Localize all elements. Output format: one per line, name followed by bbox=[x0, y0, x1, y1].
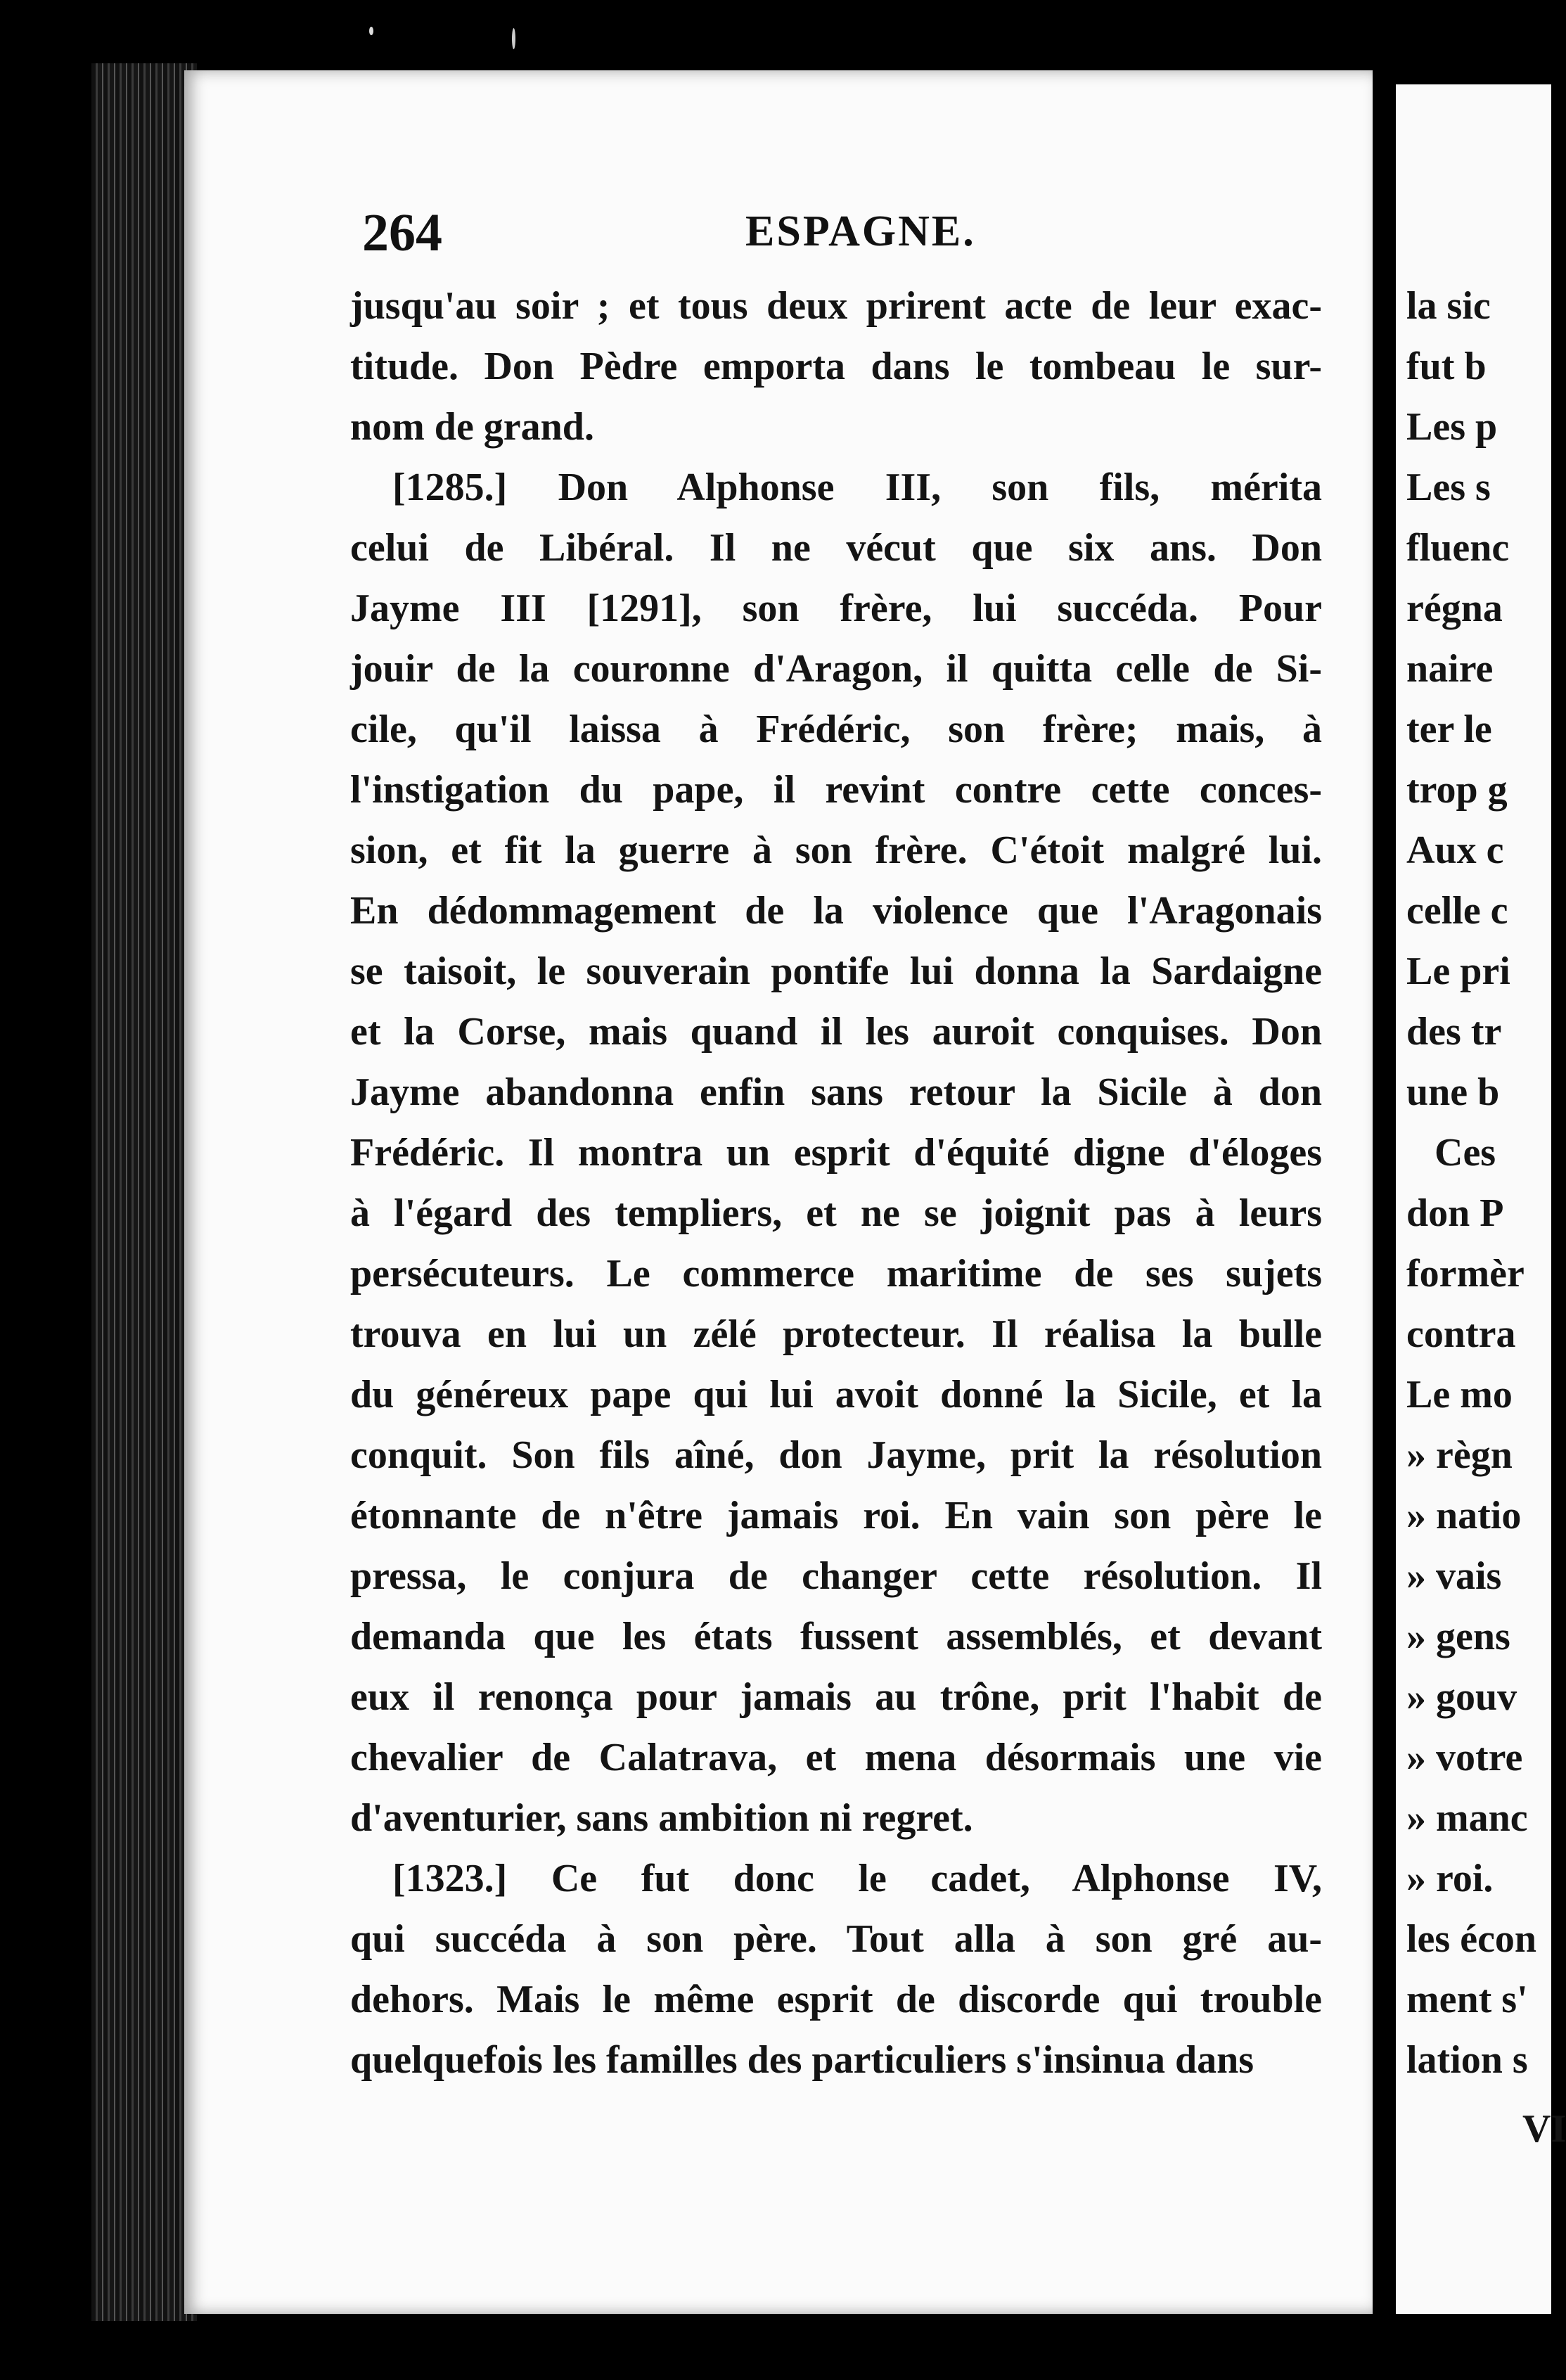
text-line: conquit. Son fils aîné, don Jayme, prit la résolution bbox=[350, 1433, 1322, 1477]
text-line: la sic bbox=[1406, 284, 1491, 328]
text-line: jusqu'au soir ; et tous deux prirent acte de leur exac- bbox=[350, 284, 1322, 328]
text-line: fluenc bbox=[1406, 526, 1510, 570]
text-line: lation s bbox=[1406, 2038, 1528, 2082]
catchword: VI bbox=[1522, 2107, 1566, 2151]
text-line: trop g bbox=[1406, 768, 1508, 812]
page-edges bbox=[91, 63, 197, 2321]
text-line: étonnante de n'être jamais roi. En vain son père le bbox=[350, 1494, 1322, 1537]
left-page-text bbox=[350, 276, 1322, 2090]
text-line: celle c bbox=[1406, 889, 1508, 933]
text-line: et la Corse, mais quand il les auroit conquises. Don bbox=[350, 1010, 1322, 1054]
text-line: Aux c bbox=[1406, 828, 1504, 872]
text-line: des tr bbox=[1406, 1010, 1502, 1054]
text-line: [1323.] Ce fut donc le cadet, Alphonse IV, bbox=[392, 1857, 1322, 1900]
text-line: cile, qu'il laissa à Frédéric, son frère; mais, à bbox=[350, 708, 1322, 751]
text-line: du généreux pape qui lui avoit donné la Sicile, et la bbox=[350, 1373, 1322, 1416]
text-line: se taisoit, le souverain pontife lui donna la Sardaigne bbox=[350, 949, 1322, 993]
text-line: » gens bbox=[1406, 1615, 1510, 1658]
text-line: d'aventurier, sans ambition ni regret. bbox=[350, 1796, 973, 1840]
text-line: trouva en lui un zélé protecteur. Il réalisa la bulle bbox=[350, 1312, 1322, 1356]
text-line: » règn bbox=[1406, 1433, 1513, 1477]
text-line: les écon bbox=[1406, 1917, 1537, 1961]
text-line: don P bbox=[1406, 1191, 1504, 1235]
text-line: [1285.] Don Alphonse III, son fils, mérita bbox=[392, 466, 1322, 509]
page-number: 264 bbox=[362, 203, 442, 262]
text-line: sion, et fit la guerre à son frère. C'étoit malgré lui. bbox=[350, 828, 1322, 872]
text-line: régna bbox=[1406, 587, 1503, 630]
text-line: pressa, le conjura de changer cette résolution. Il bbox=[350, 1554, 1322, 1598]
text-line: Le mo bbox=[1406, 1373, 1513, 1416]
text-line: formèr bbox=[1406, 1252, 1525, 1295]
film-speck bbox=[15, 366, 27, 377]
text-line: celui de Libéral. Il ne vécut que six ans. Don bbox=[350, 526, 1322, 570]
text-line: Ces bbox=[1435, 1131, 1496, 1175]
text-line: nom de grand. bbox=[350, 405, 594, 449]
text-line: dehors. Mais le même esprit de discorde qui trouble bbox=[350, 1978, 1322, 2021]
film-speck bbox=[369, 27, 373, 35]
text-line: » roi. bbox=[1406, 1857, 1494, 1900]
text-line: Le pri bbox=[1406, 949, 1510, 993]
text-line: En dédommagement de la violence que l'Aragonais bbox=[350, 889, 1322, 933]
text-line: contra bbox=[1406, 1312, 1516, 1356]
text-line: qui succéda à son père. Tout alla à son gré au- bbox=[350, 1917, 1322, 1961]
text-line: l'instigation du pape, il revint contre cette conces- bbox=[350, 768, 1322, 812]
text-line: » manc bbox=[1406, 1796, 1528, 1840]
text-line: Frédéric. Il montra un esprit d'équité digne d'éloges bbox=[350, 1131, 1322, 1175]
text-line: quelquefois les familles des particuliers s'insinua dans bbox=[350, 2038, 1254, 2082]
text-line: Jayme abandonna enfin sans retour la Sicile à don bbox=[350, 1070, 1322, 1114]
text-line: Jayme III [1291], son frère, lui succéda. Pour bbox=[350, 587, 1322, 630]
text-line: jouir de la couronne d'Aragon, il quitta celle de Si- bbox=[350, 647, 1322, 691]
text-line: une b bbox=[1406, 1070, 1500, 1114]
text-line: Les s bbox=[1406, 466, 1491, 509]
text-line: » gouv bbox=[1406, 1675, 1517, 1719]
text-line: demanda que les états fussent assemblés, et devant bbox=[350, 1615, 1322, 1658]
right-page-text bbox=[1406, 276, 1566, 2159]
page-header bbox=[362, 203, 1333, 266]
text-line: à l'égard des templiers, et ne se joignit pas à leurs bbox=[350, 1191, 1322, 1235]
text-line: ter le bbox=[1406, 708, 1492, 751]
text-line: persécuteurs. Le commerce maritime de ses sujets bbox=[350, 1252, 1322, 1295]
text-line: chevalier de Calatrava, et mena désormais une vie bbox=[350, 1736, 1322, 1779]
text-line: fut b bbox=[1406, 345, 1487, 388]
gutter bbox=[1373, 70, 1396, 2314]
text-line: eux il renonça pour jamais au trône, prit l'habit de bbox=[350, 1675, 1322, 1719]
film-speck bbox=[512, 28, 515, 49]
running-head: ESPAGNE. bbox=[745, 207, 976, 255]
text-line: naire bbox=[1406, 647, 1494, 691]
text-line: » votre bbox=[1406, 1736, 1523, 1779]
text-line: titude. Don Pèdre emporta dans le tombeau le sur- bbox=[350, 345, 1322, 388]
text-line: » vais bbox=[1406, 1554, 1502, 1598]
text-line: ment s' bbox=[1406, 1978, 1528, 2021]
text-line: » natio bbox=[1406, 1494, 1522, 1537]
text-line: Les p bbox=[1406, 405, 1498, 449]
